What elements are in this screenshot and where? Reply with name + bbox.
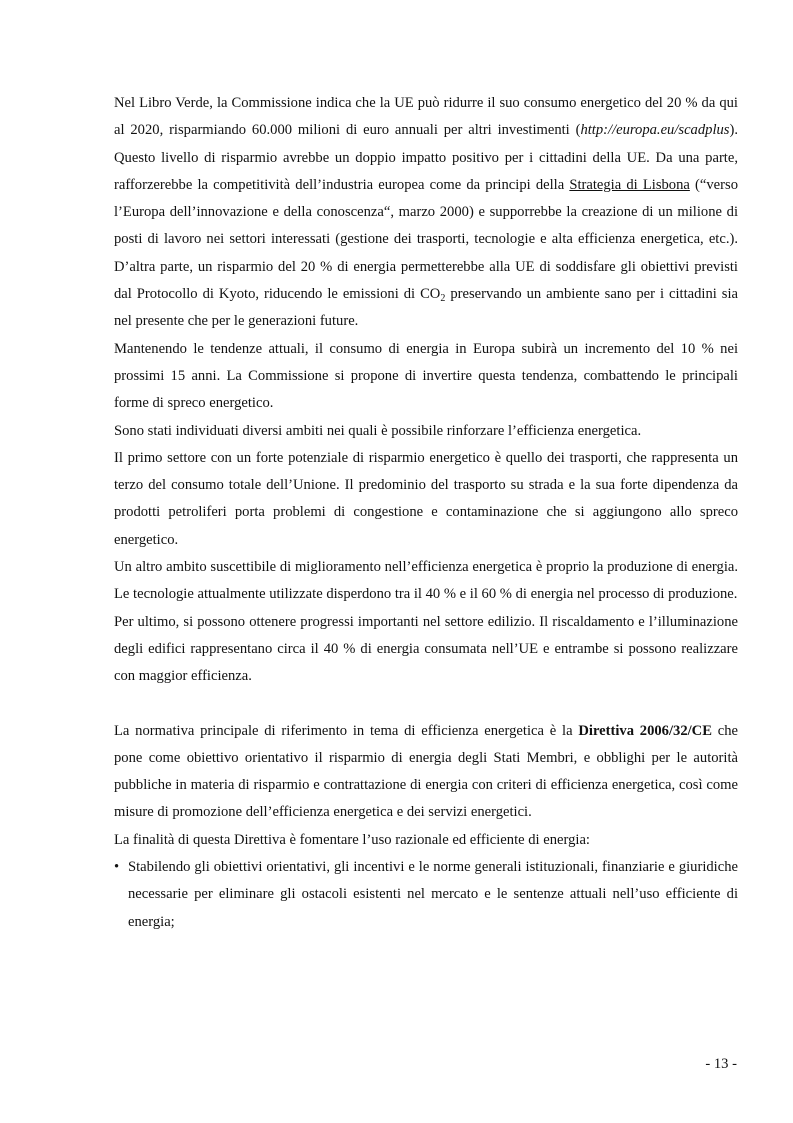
paragraph-ambiti: Sono stati individuati diversi ambiti nei quali è possibile rinforzare l’efficienza energetica. [114, 422, 642, 439]
text-run: preservando un ambiente sano per i cittadini sia nel presente che per le generazioni future. [114, 286, 739, 330]
bullet-icon: • [114, 859, 120, 876]
paragraph-produzione: Un altro ambito suscettibile di miglioramento nell’efficienza energetica è proprio la produzione di energia. Le tecnologie attualmente utilizzate disperdono tra il 40 % e il 60 % di energia nel processo di produzione. [114, 559, 738, 603]
paragraph-trasporti: Il primo settore con un forte potenziale di risparmio energetico è quello dei trasporti, che rappresenta un terzo del consumo totale dell’Unione. Il predominio del trasporto su strada e la sua forte dipendenza da prodotti petroliferi porta problemi di congestione e contaminazione che si aggiungono allo spreco energetico. [114, 449, 738, 548]
paragraph-edilizio: Per ultimo, si possono ottenere progressi importanti nel settore edilizio. Il riscaldamento e l’illuminazione degli edifici rappresentano circa il 40 % di energia consumata nell’UE e entrambe si possono realizzare con maggior efficienza. [114, 613, 738, 685]
paragraph-tendenze: Mantenendo le tendenze attuali, il consumo di energia in Europa subirà un incremento del 10 % nei prossimi 15 anni. La Commissione si propone di invertire questa tendenza, combattendo le principali forme di spreco energetico. [114, 340, 738, 412]
strategia-lisbona-link[interactable]: Strategia di Lisbona [569, 176, 690, 193]
paragraph-libro-verde [114, 90, 738, 336]
list-item-text: Stabilendo gli obiettivi orientativi, gli incentivi e le norme generali istituzionali, finanziarie e giuridiche necessarie per eliminare gli ostacoli esistenti nel mercato e le sentenze attuali nell’uso efficiente di energia; [128, 859, 738, 930]
page-number: - 13 - [705, 1056, 737, 1072]
text-run: ). Questo livello di risparmio avrebbe un doppio impatto positivo per i cittadini della UE. Da una parte, rafforzerebbe la competitività dell’industria europea come da principi della [114, 122, 738, 193]
list-item [114, 854, 738, 936]
document-body [114, 90, 738, 936]
source-url: http://europa.eu/scadplus [580, 122, 730, 139]
text-run: (“verso l’Europa dell’innovazione e della conoscenza“, marzo 2000) e supporrebbe la creazione di un milione di posti di lavoro nei settori interessati (gestione dei trasporti, tecnologie e alta efficienza energetica, etc.). D’altra parte, un risparmio del 20 % di energia permetterebbe alla UE di soddisfare gli obiettivi previsti dal Protocollo di Kyoto, riducendo le emissioni di CO [114, 176, 738, 303]
paragraph-direttiva [114, 718, 738, 827]
paragraph-spacer [114, 691, 738, 718]
co2-subscript: 2 [440, 293, 446, 305]
direttiva-title: Direttiva 2006/32/CE [578, 722, 712, 739]
text-run: che pone come obiettivo orientativo il risparmio di energia degli Stati Membri, e obblighi per le autorità pubbliche in materia di risparmio e contrattazione di energia con criteri di efficienza energetica, così come misure di promozione dell’efficienza energetica e dei servizi energetici. [114, 722, 738, 821]
paragraph-finalita: La finalità di questa Direttiva è fomentare l’uso razionale ed efficiente di energia: [114, 831, 590, 848]
text-run: La normativa principale di riferimento in tema di efficienza energetica è la [114, 722, 579, 739]
text-run: Nel Libro Verde, la Commissione indica che la UE può ridurre il suo consumo energetico del 20 % da qui al 2020, risparmiando 60.000 milioni di euro annuali per altri investimenti ( [114, 95, 738, 139]
